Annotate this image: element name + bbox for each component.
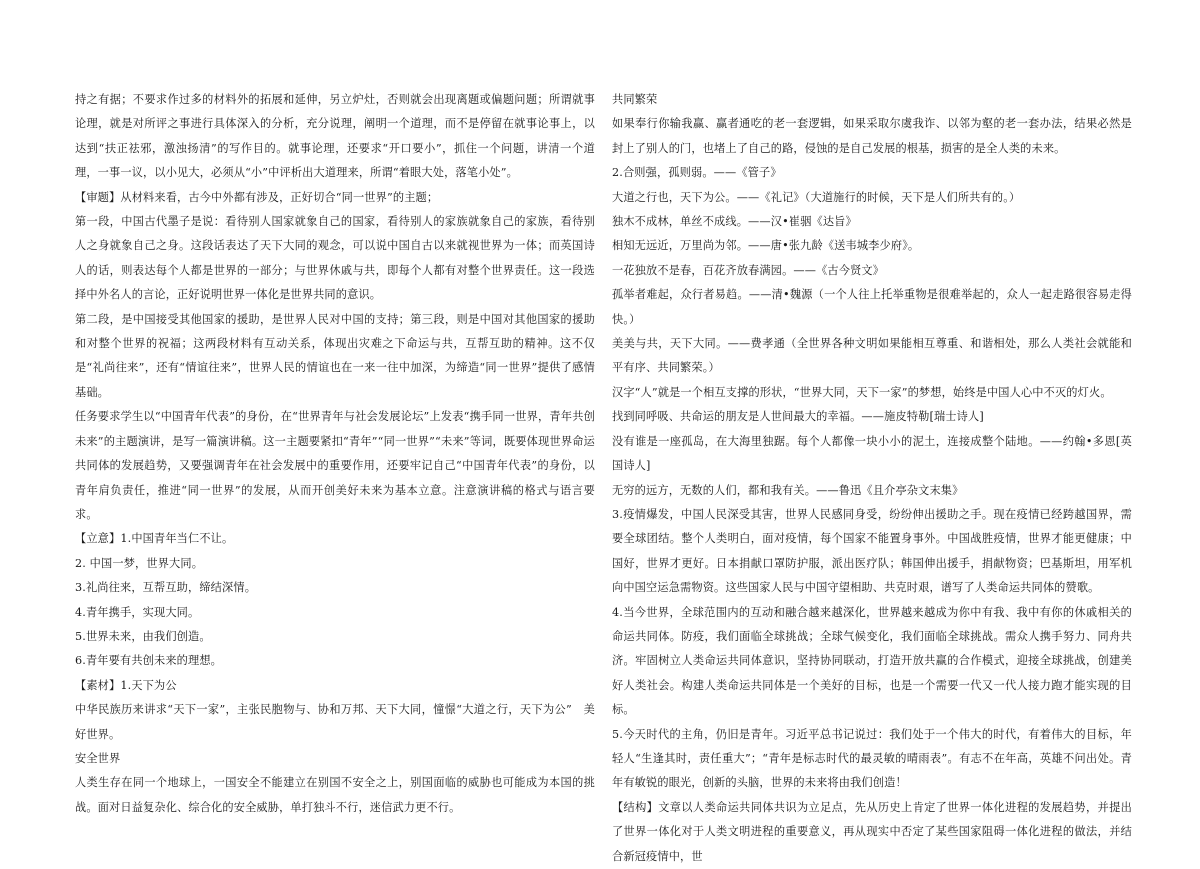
list-item: 3.礼尚往来，互帮互助，缔结深情。 — [75, 581, 257, 595]
paragraph: 如果奉行你输我赢、赢者通吃的老一套逻辑，如果采取尔虞我诈、以邻为壑的老一套办法，结果必然是封上了别人的门，也堵上了自己的路，侵蚀的是自己发展的根基，损害的是全人类的未来。 — [612, 117, 1132, 155]
quote: 无穷的远方，无数的人们，都和我有关。——鲁迅《且介亭杂文末集》 — [612, 483, 964, 497]
paragraph: 3.疫情爆发，中国人民深受其害，世界人民感同身受，纷纷伸出援助之手。现在疫情已经跨越国界，需要全球团结。整个人类明白，面对疫情，每个国家不能置身事外。中国战胜疫情，世界才能更健康；中国好，世界才更好。日本捐献口罩防护服，派出医疗队；韩国伸出援手，捐献物资；巴基斯坦，用军机向中国空运急需物资。这些国家人民与中国守望相助、共克时艰，谱写了人类命运共同体的赞歌。 — [612, 507, 1132, 595]
quote: 美美与共，天下大同。——费孝通（全世界各种文明如果能相互尊重、和谐相处，那么人类社会就能和平有序、共同繁荣。） — [612, 337, 1132, 375]
quote: 大道之行也，天下为公。——《礼记》（大道施行的时候，天下是人们所共有的。） — [612, 190, 1021, 204]
quote: 孤举者难起，众行者易趋。——清•魏源（一个人往上托举重物是很难举起的，众人一起走路很容易走得快。） — [612, 288, 1132, 326]
paragraph: 人类生存在同一个地球上，一国安全不能建立在别国不安全之上，别国面临的威胁也可能成为本国的挑战。面对日益复杂化、综合化的安全威胁，单打独斗不行，迷信武力更不行。 — [75, 776, 595, 814]
paragraph: 5.今天时代的主角，仍旧是青年。习近平总书记说过：我们处于一个伟大的时代，有着伟大的目标，年轻人“生逢其时，责任重大”；“青年是标志时代的最灵敏的晴雨表”。有志不在年高，英雄不问出处。青年有敏锐的眼光，创新的头脑，世界的未来将由我们创造！ — [612, 727, 1132, 790]
paragraph: 汉字“人”就是一个相互支撑的形状，“世界大同，天下一家”的梦想，始终是中国人心中不灭的灯火。 — [612, 385, 1112, 399]
paragraph: 持之有据；不要求作过多的材料外的拓展和延伸，另立炉灶，否则就会出现离题或偏题问题；所谓就事论理，就是对所评之事进行具体深入的分析，充分说理，阐明一个道理，而不是停留在就事论事上，以达到“扶正祛邪，激浊扬清”的写作目的。就事论理，还要求“开口要小”，抓住一个问题，讲清一个道理，一事一议，以小见大，必须从“小”中评析出大道理来，所谓“着眼大处，落笔小处”。 — [75, 93, 595, 180]
quote: 找到同呼吸、共命运的朋友是人世间最大的幸福。——施皮特勒[瑞士诗人] — [612, 410, 984, 424]
list-item: 5.世界未来，由我们创造。 — [75, 629, 211, 643]
right-column — [612, 88, 1132, 869]
quote: 独木不成林，单丝不成线。——汉•崔骃《达旨》 — [612, 215, 857, 229]
quote: 没有谁是一座孤岛，在大海里独踞。每个人都像一块小小的泥土，连接成整个陆地。——约翰•多恩[英国诗人] — [612, 434, 1132, 473]
subheading: 安全世界 — [75, 751, 121, 765]
paragraph: 任务要求学生以“中国青年代表”的身份，在“世界青年与社会发展论坛”上发表“携手同一世界，青年共创未来”的主题演讲，是写一篇演讲稿。这一主题要紧扣“青年”“同一世界”“未来”等词，既要体现世界命运共同体的发展趋势，又要强调青年在社会发展中的重要作用，还要牢记自己“中国青年代表”的身份，以青年肩负责任，推进“同一世界”的发展，从而开创美好未来为基本立意。注意演讲稿的格式与语言要求。 — [75, 410, 595, 521]
paragraph-shenti: 【审题】从材料来看，古今中外都有涉及，正好切合“同一世界”的主题； — [75, 190, 439, 204]
subheading: 共同繁荣 — [612, 93, 658, 106]
quote: 相知无远近，万里尚为邻。——唐•张九龄《送韦城李少府》。 — [612, 239, 920, 253]
quote: 一花独放不是春，百花齐放春满园。——《古今贤文》 — [612, 263, 885, 277]
paragraph-liyi: 【立意】1.中国青年当仁不让。 — [75, 532, 234, 546]
paragraph: 中华民族历来讲求“天下一家”，主张民胞物与、协和万邦、天下大同，憧憬“大道之行，天下为公” 美好世界。 — [75, 703, 595, 741]
paragraph: 4.当今世界，全球范围内的互动和融合越来越深化，世界越来越成为你中有我、我中有你的休戚相关的命运共同体。防疫，我们面临全球挑战；全球气候变化，我们面临全球挑战。需众人携手努力、同舟共济。牢固树立人类命运共同体意识，坚持协同联动，打造开放共赢的合作模式，迎接全球挑战，创建美好人类社会。构建人类命运共同体是一个美好的目标，也是一个需要一代又一代人接力跑才能实现的目标。 — [612, 605, 1132, 717]
list-item: 4.青年携手，实现大同。 — [75, 605, 200, 619]
paragraph: 第一段，中国古代墨子是说：看待别人国家就象自己的国家，看待别人的家族就象自己的家族，看待别人之身就象自己之身。这段话表达了天下大同的观念，可以说中国自古以来就视世界为一体；而英国诗人的话，则表达每个人都是世界的一部分；与世界休戚与共，即每个人都有对整个世界责任。这一段选择中外名人的言论，正好说明世界一体化是世界共同的意识。 — [75, 215, 595, 302]
paragraph: 第二段，是中国接受其他国家的援助，是世界人民对中国的支持；第三段，则是中国对其他国家的援助和对整个世界的祝福；这两段材料有互动关系，体现出灾难之下命运与共，互帮互助的精神。这不仅是“礼尚往来”，还有“情谊往来”，世界人民的情谊也在一来一往中加深，为缔造“同一世界”提供了感情基础。 — [75, 312, 595, 399]
list-item: 2. 中国一梦，世界大同。 — [75, 556, 204, 570]
quote: 2.合则强，孤则弱。——《管子》 — [612, 166, 782, 180]
paragraph-sucai: 【素材】1.天下为公 — [75, 678, 177, 692]
left-column — [75, 88, 595, 820]
list-item: 6.青年要有共创未来的理想。 — [75, 654, 223, 668]
paragraph-jiegou: 【结构】文章以人类命运共同体共识为立足点，先从历史上肯定了世界一体化进程的发展趋势，并提出了世界一体化对于人类文明进程的重要意义，再从现实中否定了某些国家阻碍一体化进程的做法，并结合新冠疫情中，世 — [612, 800, 1132, 863]
